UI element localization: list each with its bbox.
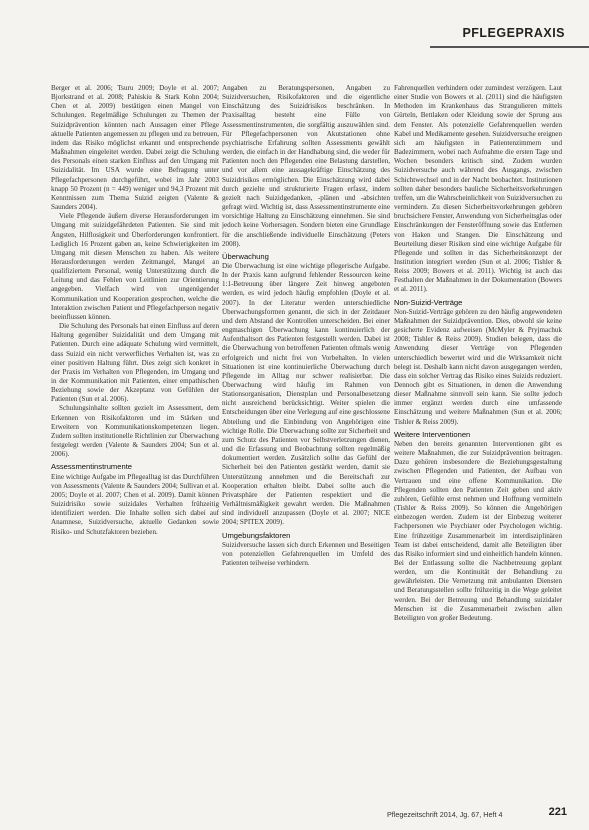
body-paragraph: Berger et al. 2006; Tsuru 2009; Doyle et al. 2007; Bjorkstrand et al. 2008; Pahiskiu & Stark Kohn 2004; Chen et al. 2009) bestätigen einen Mangel von Schulungen. Regelmäßige Schulungen zu Themen der Suizidprävention könnten nach Aussagen einer Pflege aktuelle Patienten angemessen zu pflegen und zu betreuen, indem das Risiko möglichst erkannt und entsprechende Maßnahmen eingeleitet werden. Dabei zeigt die Schulung des Personals einen starken Einfluss auf den Umgang mit Suizidalität. Im USA wurde eine Befragung unter Pflegefachpersonen durchgeführt, wobei im Jahr 2003 knapp 50 Prozent (n = 449) weniger und 94,3 Prozent mit Kenntnissen zum Thema Suizid zeigten (Valente & Saunders 2004). xyxy=(51,84,219,212)
text-column-2 xyxy=(222,84,390,799)
body-paragraph: Suizidversuche lassen sich durch Erkennen und Beseitigen von potenziellen Gefahrenquellen im Umfeld des Patienten teilweise verhindern. xyxy=(222,540,390,567)
page-number: 221 xyxy=(548,806,567,818)
journal-citation: Pflegezeitschrift 2014, Jg. 67, Heft 4 xyxy=(387,810,503,819)
body-paragraph: Neben den bereits genannten Interventionen gibt es weitere Maßnahmen, die zur Suizidprävention beitragen. Dazu gehören insbesondere die Beziehungsgestaltung zwischen Pflegenden und Patienten, der Aufbau von Vertrauen und eine offene Kommunikation. Die Pflegenden sollten den Patienten Zeit geben und aktiv zuhören, Gefühle ernst nehmen und Hoffnung vermitteln (Tishler & Reiss 2009). So können die Angehörigen einbezogen werden. Zudem ist der Einbezug weiterer Fachpersonen wie Psychiater oder Psychologen wichtig. Eine frühzeitige Zusammenarbeit im interdisziplinären Team ist dabei entscheidend, damit alle Beteiligten über das Risiko informiert sind und einheitlich handeln können. Bei der Entlassung sollte die Nachbetreuung geplant werden, um die Kontinuität der Behandlung zu gewährleisten. Die Vernetzung mit ambulanten Diensten und Beratungsstellen sollte frühzeitig in die Wege geleitet werden. Bei der Betreuung und Behandlung suizidaler Menschen ist die Zusammenarbeit zwischen allen Beteiligten von großer Bedeutung. xyxy=(394,439,562,622)
section-heading: Assessmentinstrumente xyxy=(51,462,133,472)
section-heading: Weitere Interventionen xyxy=(394,429,471,439)
text-column-1 xyxy=(51,84,219,799)
body-paragraph: Eine wichtige Aufgabe im Pflegealltag ist das Durchführen von Assessments (Valente & Saunders 2004; Sullivan et al. 2005; Doyle et al. 2007; Chen et al. 2009). Damit können Suizidrisiko sowie suizidales Verhalten frühzeitig identifiziert werden. Die Inhalte sollen sich dabei auf Anamnese, Suizidversuche, aktuelle Gedanken sowie Risiko- und Schutzfaktoren beziehen. xyxy=(51,472,219,536)
body-paragraph: Fahrenquellen verhindern oder zumindest verzögern. Laut einer Studie von Bowers et al. (2011) sind die häufigsten Methoden im Krankenhaus das Strangulieren mittels Gürteln, Bettlaken oder Kleidung sowie der Sprung aus dem Fenster. Als potenzielle Gefahrenquellen werden Kabel und Medikamente gesehen. Suizidversuche ereignen sich am häufigsten in Patientenzimmern und Badezimmern, wobei nach Aufnahme die ersten Tage und Wochen besonders kritisch sind. Zudem wurden Suizidversuche auch während des Ausgangs, zwischen Schichtwechsel und in der Nacht beobachtet. Institutionen sollten daher besonders bauliche Sicherheitsvorkehrungen treffen, um die Wahrscheinlichkeit von Suizidversuchen zu vermindern. Zu diesen Sicherheitsvorkehrungen gehören bruchsichere Fenster, Anwendung von Sicherheitsglas oder Einschränkungen der Fensteröffnung sowie das Entfernen von Haken und Stangen. Die Einschätzung und Beurteilung dieser Risiken sind eine wichtige Aufgabe für Pflegende und sollten in das Sicherheitskonzept der Institution integriert werden (Sun et al. 2006; Tishler & Reiss 2009; Bowers et al. 2011). Wichtig ist auch das Festhalten der Maßnahmen in der Dokumentation (Bowers et al. 2011). xyxy=(394,84,562,294)
text-column-3 xyxy=(394,84,562,799)
body-paragraph: Non-Suizid-Verträge gehören zu den häufig angewendeten Maßnahmen der Suizidprävention. Dies, obwohl sie keine gesicherte Evidenz aufweisen (McMyler & Pryjmachuk 2008; Tishler & Reiss 2009). Studien belegen, dass die Anwendung dieser Verträge von Pflegenden unterschiedlich bewertet wird und die Wirksamkeit nicht belegt ist. Deshalb kann nicht davon ausgegangen werden, dass ein solcher Vertrag das Risiko eines Suizids reduziert. Dennoch gibt es Situationen, in denen die Anwendung dieser Maßnahme sinnvoll sein kann. Sie sollte jedoch immer ergänzt werden durch eine umfassende Einschätzung und weitere Maßnahmen (Sun et al. 2006; Tishler & Reiss 2009). xyxy=(394,307,562,426)
body-paragraph: Schulungsinhalte sollten gezielt im Assessment, dem Erkennen von Risikofaktoren und im Stärken und Erweitern von Kommunikationskompetenzen liegen. Zudem sollten institutionelle Richtlinien zur Überwachung festgelegt werden (Valente & Saunders 2004; Sun et al. 2006). xyxy=(51,404,219,459)
section-heading: Non-Suizid-Verträge xyxy=(394,297,463,307)
section-heading: Überwachung xyxy=(222,251,269,261)
body-paragraph: Die Schulung des Personals hat einen Einfluss auf deren Haltung gegenüber Suizidalität und dem Umgang mit Patienten. Durch eine adäquate Schulung wird vermittelt, dass Suizid ein nicht verwerfliches Verhalten ist, was zu einer positiven Haltung führt. Dies zeigt sich konkret in der Praxis im Verhalten von Pflegenden, im Umgang und in der Kommunikation mit Patienten, einer empathischen Beziehung sowie der Akzeptanz von Gefühlen der Patienten (Sun et al. 2006). xyxy=(51,322,219,404)
body-paragraph: Die Überwachung ist eine wichtige pflegerische Aufgabe. In der Praxis kann aufgrund fehlender Ressourcen keine 1:1-Betreuung über längere Zeit hinweg angeboten werden, es wird jedoch häufig empfohlen (Doyle et al. 2007). In der Literatur werden unterschiedliche Überwachungsformen genannt, die sich in der Zeitdauer und dem Abstand der Kontrollen unterscheiden. Bei einer engmaschigen Überwachung kann kontinuierlich der Aufenthaltsort des Patienten festgestellt werden. Dabei ist die Überwachung von betroffenen Patienten oftmals wenig erfolgreich und nicht frei von Vorbehalten. In vielen Situationen ist eine kontinuierliche Überwachung durch Pflegende im Alltag nur schwer realisierbar. Die Überwachung wird häufig im Rahmen von Stationsorganisation, Dienstplan und Personalbesetzung nicht ausreichend berücksichtigt. Weiter spielen die Entscheidungen über eine Verlegung auf eine geschlossene Abteilung und die Einbindung von Angehörigen eine wichtige Rolle. Die Überwachung sollte zur Sicherheit und zum Schutz des Patienten vor Selbstverletzungen dienen, und die Erfassung und Beobachtung sollten regelmäßig dokumentiert werden. Zusätzlich sollte das Gefühl der Sicherheit bei den Patienten gestärkt werden, damit sie Unterstützung annehmen und die Bereitschaft zur Kooperation erhalten bleibt. Dabei sollte auch die Privatsphäre der Patienten respektiert und die Verhältnismäßigkeit gewahrt werden. Die Maßnahmen sind individuell anzupassen (Doyle et al. 2007; NICE 2004; SPITEX 2009). xyxy=(222,261,390,527)
body-paragraph: Viele Pflegende äußern diverse Herausforderungen im Umgang mit suizidgefährdeten Patienten. Sie sind mit Ängsten, Hilflosigkeit und Überforderungen konfrontiert. Lediglich 16 Prozent gaben an, keine Schwierigkeiten im Umgang mit diesen Menschen zu haben. Als weitere Herausforderungen werden Zeitmangel, Mangel an qualifiziertem Personal, wenig Unterstützung durch die Leitung und das Fehlen von Leitlinien zur Orientierung angegeben. Vielfach wird von ungenügender Kommunikation und Kooperation gesprochen, welche die Interaktion zwischen Patient und Pflegefachperson negativ beeinflussen können. xyxy=(51,212,219,321)
body-paragraph: Angaben zu Beratungspersonen, Angaben zu Suizidversuchen, Risikofaktoren und die eigentliche Einschätzung des Suizidrisikos beschränken. In Praxisalltag besteht eine Fülle von Assessmentinstrumenten, die sorgfältig auszuwählen sind. Für Pflegefachpersonen von Akutstationen ohne psychiatrische Erfahrung sollten Assessments gewählt werden, die einfach in der Handhabung sind, die weder für Patienten noch den Pflegenden eine Belastung darstellen, und vor allem eine aussagekräftige Einschätzung des Suizidrisikos ermöglichen. Die Einschätzung wird dabei durch gezielte und strukturierte Fragen erfasst, indem gezielt nach Suizidgedanken, -plänen und -absichten gefragt wird. Wichtig ist, dass Assessmentinstrumente eine vorsichtige Haltung zu Einschätzung einnehmen. Sie sind jedoch keine Vorhersagen. Sondern bieten eine Grundlage für die anschließende individuelle Einschätzung (Peters 2008). xyxy=(222,84,390,248)
section-heading: Umgebungsfaktoren xyxy=(222,530,291,540)
section-title: PFLEGEPRAXIS xyxy=(462,26,565,40)
page-header xyxy=(0,0,589,58)
header-rule xyxy=(430,46,589,48)
